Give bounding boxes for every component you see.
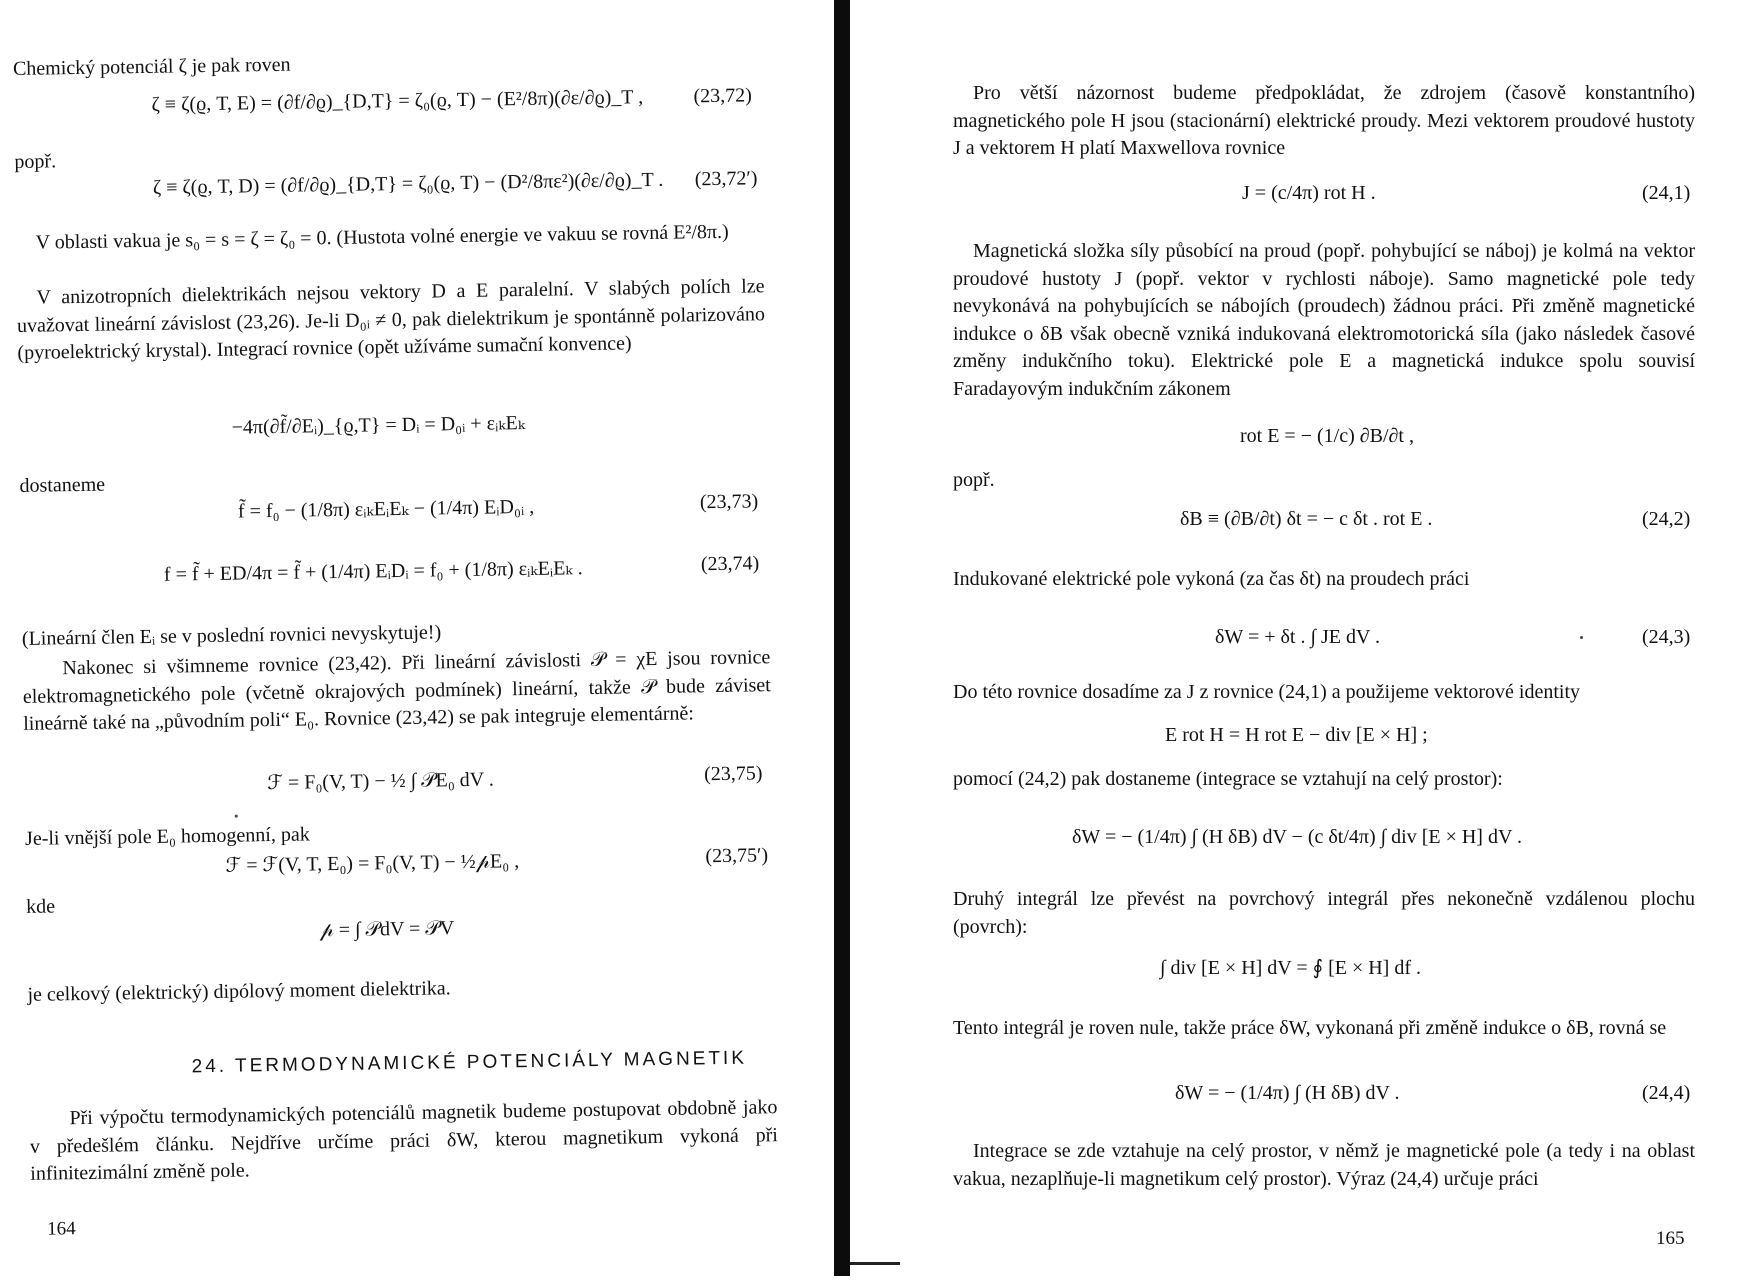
equation-24-3: δW = + δt . ∫ JE dV . [1215, 626, 1381, 648]
page-number-left: 164 [47, 1218, 76, 1240]
equation-24-2: δB ≡ (∂B/∂t) δt = − c δt . rot E . [1180, 508, 1433, 530]
dostaneme-label: dostaneme [19, 473, 106, 497]
equation-23-72-prime: ζ ≡ ζ(ϱ, T, D) = (∂f/∂ϱ)_{D,T} = ζ₀(ϱ, T) − (D²/8πε²)(∂ε/∂ϱ)_T . [152, 168, 664, 199]
equation-23-73: f̃ = f₀ − (1/8π) εᵢₖEᵢEₖ − (1/4π) EᵢD₀ᵢ , [237, 495, 535, 523]
popr-label: popř. [14, 150, 57, 173]
linear-note: (Lineární člen Eᵢ se v poslední rovnici nevyskytuje!) [21, 621, 442, 650]
using-line: pomocí (24,2) pak dostaneme (integrace se vztahují na celý prostor): [953, 768, 1503, 790]
equation-integration: −4π(∂f̃/∂Eᵢ)_{ϱ,T} = Dᵢ = D₀ᵢ + εᵢₖEₖ [231, 412, 526, 439]
equation-number: (23,73) [699, 490, 759, 514]
equation-number: (24,2) [1642, 508, 1691, 530]
kde-label: kde [25, 895, 56, 918]
section-intro-paragraph: Při výpočtu termodynamických potenciálů magnetik budeme postupovat obdobně jako v předešlém článku. Nejdříve určíme práci δW, kterou magnetikum vykoná při infinitezimální změně pole. [29, 1096, 778, 1185]
equation-23-75: ℱ = F₀(V, T) − ½ ∫ 𝒫E₀ dV . [267, 768, 494, 795]
equation-work: δW = − (1/4π) ∫ (H δB) dV − (c δt/4π) ∫ div [E × H] dV . [1072, 826, 1523, 848]
equation-number: (23,74) [700, 552, 760, 576]
integration-paragraph: Integrace se zde vztahuje na celý prostor, v němž je magnetické pole (a tedy i na oblast vakua, nezaplňuje-li magnetikum celý prostor). Výraz (24,4) určuje práci [953, 1140, 1695, 1190]
equation-24-4: δW = − (1/4π) ∫ (H δB) dV . [1175, 1082, 1400, 1104]
equation-number: (23,75) [703, 762, 763, 786]
equation-number: (24,4) [1642, 1082, 1691, 1104]
left-page-content [0, 0, 844, 1282]
surface-integral-paragraph: Druhý integrál lze převést na povrchový integrál přes nekonečně vzdálenou plochu (povrch): [953, 888, 1695, 938]
induced-field-line: Indukované elektrické pole vykoná (za čas δt) na proudech práci [953, 568, 1470, 590]
substitution-line: Do této rovnice dosadíme za J z rovnice (24,1) a použijeme vektorové identity [953, 681, 1581, 703]
equation-faraday: rot E = − (1/c) ∂B/∂t , [1240, 425, 1414, 447]
print-speck [1580, 636, 1583, 639]
equation-number: (24,1) [1642, 182, 1691, 204]
magnetic-force-paragraph: Magnetická složka síly působící na proud (popř. pohybující se náboj) je kolmá na vektor proudové hustoty J (popř. vektor v rychlosti náboje). Samo magnetické pole tedy nevykonává na pohybujících se nábojích (proudech) žádnou práci. Při změně magnetické indukce o δB však obecně vzniká indukovaná elektromotorická síla (jako následek časové změny indukčního toku). Elektrické pole E a magnetická indukce spolu souvisí Faradayovým indukčním zákonem [953, 240, 1695, 400]
book-spine [834, 0, 850, 1276]
equation-surface: ∫ div [E × H] dV = ∮ [E × H] df . [1160, 957, 1421, 979]
intro-paragraph: Pro větší názornost budeme předpokládat, že zdrojem (časově konstantního) magnetického pole H jsou (stacionární) elektrické proudy. Mezi vektorem proudové hustoty J a vektorem H platí Maxwellova rovnice [953, 82, 1695, 159]
equation-23-74: f = f̃ + ED/4π = f̃ + (1/4π) EᵢDᵢ = f₀ + (1/8π) εᵢₖEᵢEₖ . [163, 557, 583, 586]
equation-number: (23,72′) [694, 167, 758, 191]
homogeneous-line: Je-li vnější pole E₀ homogenní, pak [24, 823, 310, 850]
intro-line: Chemický potenciál ζ je pak roven [12, 53, 291, 81]
equation-23-75-prime: ℱ = ℱ(V, T, E₀) = F₀(V, T) − ½𝓅E₀ , [225, 850, 520, 877]
right-page [850, 0, 1754, 1276]
left-page [0, 0, 834, 1276]
print-speck [235, 815, 238, 818]
page-number-right: 165 [1656, 1228, 1685, 1249]
equation-23-72: ζ ≡ ζ(ϱ, T, E) = (∂f/∂ϱ)_{D,T} = ζ₀(ϱ, T) − (E²/8π)(∂ε/∂ϱ)_T , [151, 86, 644, 116]
anisotropic-paragraph: V anizotropních dielektrikách nejsou vektory D a E paralelní. V slabých polích lze uvažovat lineární závislost (23,26). Je-li D₀ᵢ ≠ 0, pak dielektrikum je spontánně polarizováno (pyroelektrický krystal). Integrací rovnice (opět užíváme sumační konvence) [16, 275, 766, 364]
finally-paragraph: Nakonec si všimneme rovnice (23,42). Při lineární závislosti 𝒫 = χE jsou rovnice elektromagnetického pole (včetně okrajových podmínek) lineární, takže 𝒫 bude záviset lineárně také na „původním poli“ E₀. Rovnice (23,42) se pak integruje elementárně: [22, 646, 771, 735]
equation-vector-identity: E rot H = H rot E − div [E × H] ; [1165, 724, 1428, 746]
equation-number: (23,75′) [705, 844, 769, 868]
zero-integral-paragraph: Tento integrál je roven nule, takže práce δW, vykonaná při změně indukce o δB, rovná se [953, 1017, 1667, 1039]
section-heading: 24. TERMODYNAMICKÉ POTENCIÁLY MAGNETIK [191, 1047, 748, 1078]
dipole-moment-line: je celkový (elektrický) dipólový moment dielektrika. [27, 977, 451, 1006]
equation-number: (24,3) [1642, 626, 1691, 648]
vacuum-paragraph: V oblasti vakua je s₀ = s = ζ = ζ₀ = 0. (Hustota volné energie ve vakuu se rovná E²/8π.) [35, 220, 729, 254]
equation-dipole: 𝓅 = ∫ 𝒫dV = 𝒫V [319, 917, 455, 942]
equation-24-1: J = (c/4π) rot H . [1242, 182, 1376, 204]
popr-label: popř. [953, 469, 995, 491]
equation-number: (23,72) [693, 84, 752, 108]
